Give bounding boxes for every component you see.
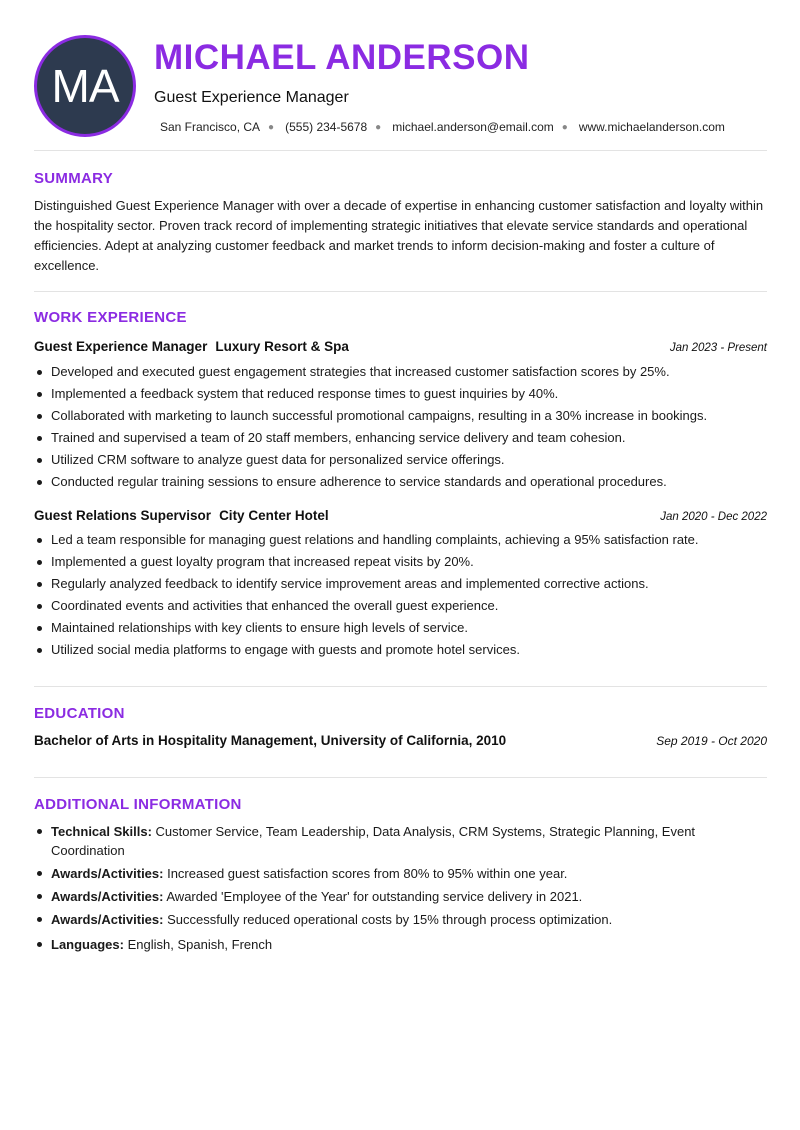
job-title-company — [34, 338, 349, 356]
contact-phone: (555) 234-5678 — [285, 120, 368, 134]
education-degree: Bachelor of Arts in Hospitality Management, University of California, 2010 — [34, 733, 507, 748]
job-bullets — [34, 529, 767, 661]
job-title-company — [34, 507, 329, 525]
list-item: Developed and executed guest engagement strategies that increased customer satisfaction scores by 25%. — [34, 361, 767, 383]
contact-location: San Francisco, CA — [160, 120, 261, 134]
list-item: Maintained relationships with key clients to ensure high levels of service. — [34, 617, 767, 639]
separator-dot-icon: ● — [268, 121, 275, 133]
job-title: Guest Experience Manager — [154, 89, 349, 106]
avatar-initials: MA — [51, 60, 119, 112]
job-company: Luxury Resort & Spa — [215, 339, 349, 354]
item-label: Technical Skills: — [51, 824, 152, 839]
job-role: Guest Relations Supervisor — [34, 508, 212, 523]
item-label: Awards/Activities: — [51, 866, 164, 881]
list-item: Regularly analyzed feedback to identify service improvement areas and implemented corrective actions. — [34, 573, 767, 595]
list-item — [34, 822, 767, 860]
summary-heading: SUMMARY — [34, 170, 114, 187]
item-label: Awards/Activities: — [51, 912, 164, 927]
avatar — [34, 35, 136, 137]
list-item: Utilized social media platforms to engage with guests and promote hotel services. — [34, 639, 767, 661]
contact-email[interactable]: michael.anderson@email.com — [392, 120, 554, 134]
item-text: Successfully reduced operational costs by 15% through process optimization. — [167, 912, 613, 927]
item-text: English, Spanish, French — [127, 937, 273, 952]
separator-dot-icon: ● — [375, 121, 382, 133]
job-bullets — [34, 361, 767, 493]
education-dates: Sep 2019 - Oct 2020 — [656, 734, 767, 748]
item-text: Awarded 'Employee of the Year' for outstanding service delivery in 2021. — [166, 889, 583, 904]
divider — [34, 686, 767, 687]
list-item: Implemented a guest loyalty program that increased repeat visits by 20%. — [34, 551, 767, 573]
divider — [34, 291, 767, 292]
job-company: City Center Hotel — [219, 508, 329, 523]
list-item — [34, 910, 767, 929]
item-text: Customer Service, Team Leadership, Data Analysis, CRM Systems, Strategic Planning, Event Coordination — [51, 824, 696, 858]
additional-list — [34, 822, 767, 958]
job-dates: Jan 2023 - Present — [669, 342, 767, 354]
education-heading: EDUCATION — [34, 705, 125, 722]
list-item: Collaborated with marketing to launch successful promotional campaigns, resulting in a 30% increase in bookings. — [34, 405, 767, 427]
list-item: Coordinated events and activities that enhanced the overall guest experience. — [34, 595, 767, 617]
job-header — [34, 338, 767, 356]
list-item: Led a team responsible for managing guest relations and handling complaints, achieving a 95% satisfaction rate. — [34, 529, 767, 551]
contact-website[interactable]: www.michaelanderson.com — [578, 120, 725, 134]
list-item: Utilized CRM software to analyze guest data for personalized service offerings. — [34, 449, 767, 471]
item-text: Increased guest satisfaction scores from 80% to 95% within one year. — [167, 866, 568, 881]
list-item: Implemented a feedback system that reduced response times to guest inquiries by 40%. — [34, 383, 767, 405]
list-item: Trained and supervised a team of 20 staff members, enhancing service delivery and team cohesion. — [34, 427, 767, 449]
divider — [34, 777, 767, 778]
item-label: Languages: — [51, 937, 124, 952]
separator-dot-icon: ● — [561, 121, 568, 133]
additional-heading: ADDITIONAL INFORMATION — [34, 796, 242, 813]
job-dates: Jan 2020 - Dec 2022 — [660, 511, 767, 523]
candidate-name: MICHAEL ANDERSON — [154, 38, 530, 77]
item-label: Awards/Activities: — [51, 889, 164, 904]
list-item — [34, 935, 767, 954]
summary-text: Distinguished Guest Experience Manager with over a decade of expertise in enhancing customer satisfaction and loyalty within the hospitality sector. Proven track record of implementing strategic initiatives that elevate service standards and operational efficiencies. Adept at analyzing customer feedback and market trends to inform decision-making and foster a culture of excellence. — [34, 198, 764, 273]
experience-heading: WORK EXPERIENCE — [34, 309, 187, 326]
job-role: Guest Experience Manager — [34, 339, 208, 354]
resume-page — [34, 0, 767, 1130]
list-item — [34, 887, 767, 906]
job-header — [34, 507, 767, 525]
list-item: Conducted regular training sessions to ensure adherence to service standards and operational procedures. — [34, 471, 767, 493]
education-row — [34, 733, 767, 748]
contact-row — [160, 120, 725, 134]
list-item — [34, 864, 767, 883]
divider — [34, 150, 767, 151]
